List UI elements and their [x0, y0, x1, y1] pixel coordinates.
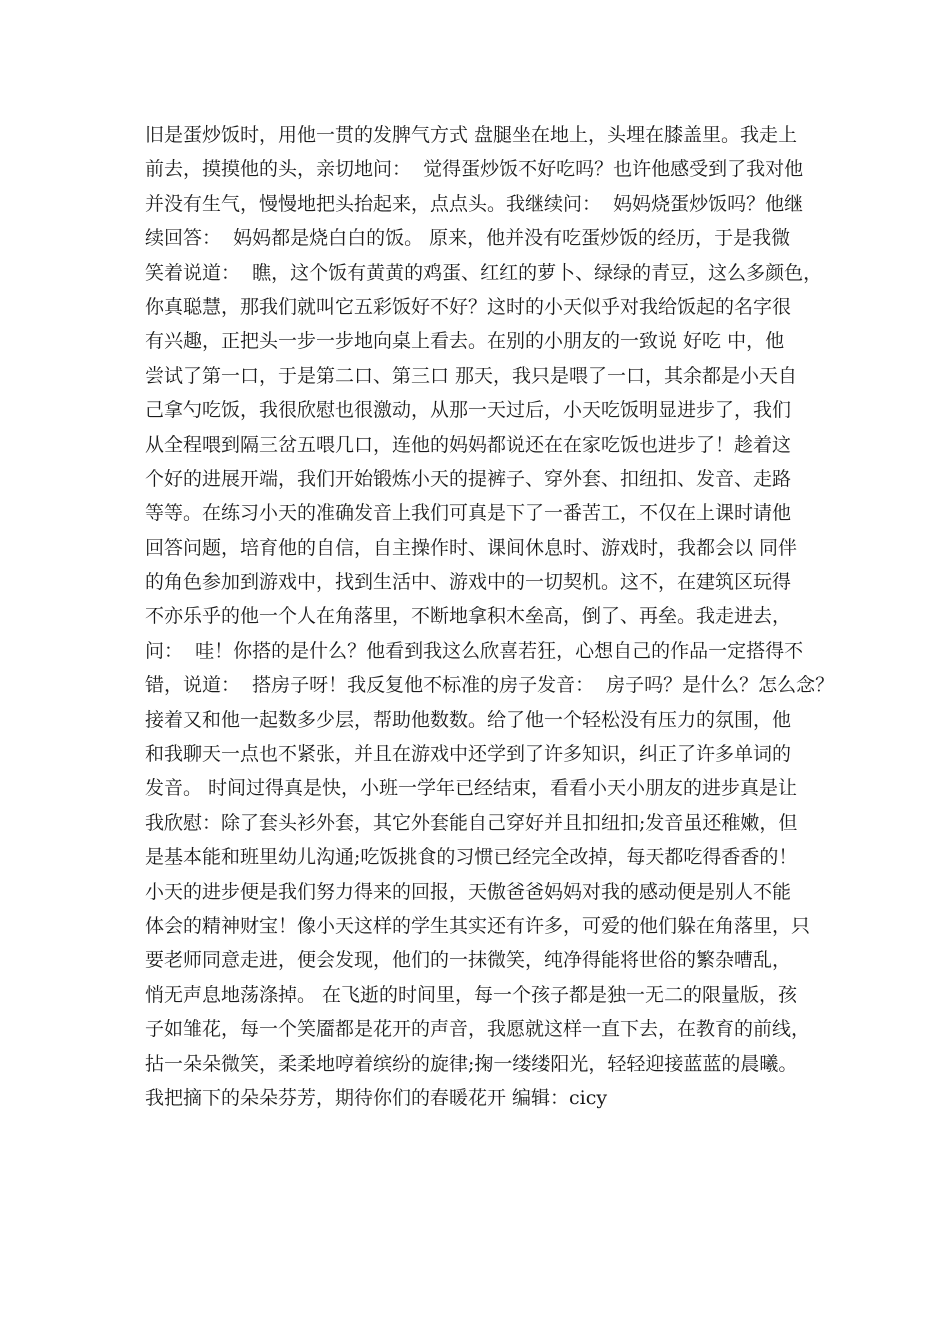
text-line: 和我聊天一点也不紧张，并且在游戏中还学到了许多知识，纠正了许多单词的: [145, 743, 792, 766]
text-line: 个好的进展开端，我们开始锻炼小天的提裤子、穿外套、扣纽扣、发音、走路: [145, 467, 792, 490]
text-line: 并没有生气，慢慢地把头抬起来，点点头。我继续问： 妈妈烧蛋炒饭吗？他继: [145, 192, 804, 215]
text-line: 是基本能和班里幼儿沟通;吃饭挑食的习惯已经完全改掉，每天都吃得香香的！: [145, 846, 798, 869]
text-line: 错，说道： 搭房子呀！我反复他不标准的房子发音： 房子吗？是什么？怎么念？: [145, 674, 835, 697]
text-line: 尝试了第一口，于是第二口、第三口 那天，我只是喂了一口，其余都是小天自: [145, 364, 798, 387]
text-line: 己拿勺吃饭，我很欣慰也很激动，从那一天过后，小天吃饭明显进步了，我们: [145, 399, 792, 422]
text-line: 悄无声息地荡涤掉。 在飞逝的时间里，每一个孩子都是独一无二的限量版，孩: [145, 983, 798, 1006]
text-line: 不亦乐乎的他一个人在角落里，不断地拿积木垒高，倒了、再垒。我走进去，: [145, 605, 792, 628]
text-line: 笑着说道： 瞧，这个饭有黄黄的鸡蛋、红红的萝卜、绿绿的青豆，这么多颜色，: [145, 261, 823, 284]
text-line: 发音。 时间过得真是快，小班一学年已经结束，看看小天小朋友的进步真是让: [145, 777, 798, 800]
text-line: 接着又和他一起数多少层，帮助他数数。给了他一个轻松没有压力的氛围，他: [145, 708, 792, 731]
text-line: 回答问题，培育他的自信，自主操作时、课间休息时、游戏时，我都会以 同伴: [145, 536, 798, 559]
text-line: 你真聪慧，那我们就叫它五彩饭好不好？这时的小天似乎对我给饭起的名字很: [145, 295, 792, 318]
text-line: 前去，摸摸他的头，亲切地问： 觉得蛋炒饭不好吃吗？也许他感受到了我对他: [145, 158, 804, 181]
text-line: 有兴趣，正把头一步一步地向桌上看去。在别的小朋友的一致说 好吃 中，他: [145, 330, 785, 353]
text-line: 续回答： 妈妈都是烧白白的饭。 原来，他并没有吃蛋炒饭的经历，于是我微: [145, 227, 791, 250]
text-line: 的角色参加到游戏中，找到生活中、游戏中的一切契机。这不，在建筑区玩得: [145, 571, 792, 594]
text-line: 问： 哇！你搭的是什么？他看到我这么欣喜若狂，心想自己的作品一定搭得不: [145, 639, 804, 662]
text-line: 体会的精神财宝！像小天这样的学生其实还有许多，可爱的他们躲在角落里，只: [145, 914, 811, 937]
text-line: 旧是蛋炒饭时，用他一贯的发脾气方式 盘腿坐在地上，头埋在膝盖里。我走上: [145, 124, 798, 146]
body-text: [145, 118, 835, 1115]
text-line: 拈一朵朵微笑，柔柔地哼着缤纷的旋律;掬一缕缕阳光，轻轻迎接蓝蓝的晨曦。: [145, 1052, 798, 1075]
text-line: 要老师同意走进，便会发现，他们的一抹微笑，纯净得能将世俗的繁杂嘈乱，: [145, 949, 792, 972]
text-line: 我把摘下的朵朵芬芳，期待你们的春暖花开 编辑：cicy: [145, 1086, 608, 1109]
text-line: 子如雏花，每一个笑靥都是花开的声音，我愿就这样一直下去，在教育的前线，: [145, 1018, 811, 1041]
text-line: 我欣慰：除了套头衫外套，其它外套能自己穿好并且扣纽扣;发音虽还稚嫩，但: [145, 811, 798, 834]
text-line: 从全程喂到隔三岔五喂几口，连他的妈妈都说还在在家吃饭也进步了！趁着这: [145, 433, 792, 456]
text-line: 等等。在练习小天的准确发音上我们可真是下了一番苦工，不仅在上课时请他: [145, 502, 792, 525]
text-line: 小天的进步便是我们努力得来的回报，天傲爸爸妈妈对我的感动便是别人不能: [145, 880, 792, 903]
